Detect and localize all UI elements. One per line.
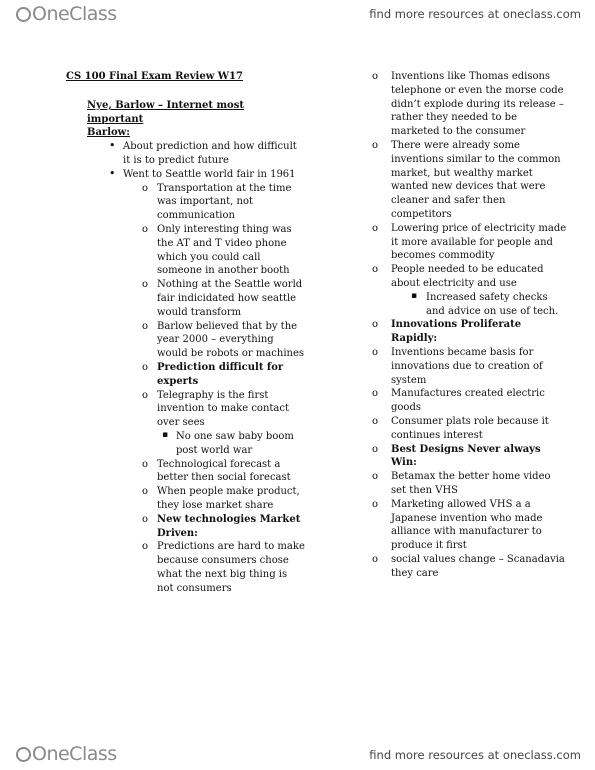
disc-bullet-icon: • [109, 139, 116, 153]
logo-text: OneClass [32, 743, 117, 765]
note-text: There were already some inventions similar to the common market, but wealthy market wanted new devices that were cleaner and safer then competitors [391, 139, 561, 220]
circle-bullet-icon: o [142, 182, 149, 194]
logo-text: OneClass [32, 3, 117, 25]
circle-bullet-icon: o [372, 388, 379, 400]
section-heading-line-3: Barlow: [87, 127, 130, 139]
logo-ring-icon [16, 747, 31, 762]
note-item [368, 387, 568, 415]
circle-bullet-icon: o [142, 361, 149, 373]
bottom-banner [0, 738, 595, 770]
note-item [66, 223, 306, 278]
right-note-list [368, 70, 568, 580]
note-text: Betamax the better home video set then VHS [391, 471, 551, 496]
header-tagline-link[interactable]: find more resources at oneclass.com [369, 7, 581, 21]
note-item [66, 168, 306, 182]
note-text: Increased safety checks and advice on use of tech. [426, 291, 559, 317]
note-item [368, 498, 568, 553]
note-item [368, 415, 568, 443]
note-text: Went to Seattle world fair in 1961 [123, 168, 296, 180]
circle-bullet-icon: o [142, 513, 149, 525]
oneclass-logo[interactable] [16, 3, 117, 25]
note-item [66, 430, 306, 458]
circle-bullet-icon: o [372, 415, 379, 427]
note-text: New technologies Market Driven: [157, 513, 301, 539]
note-item [368, 443, 568, 471]
circle-bullet-icon: o [142, 223, 149, 235]
note-text: Inventions like Thomas edisons telephone or even the morse code didn’t explode during its release – rather they needed to be marketed to the consumer [391, 71, 564, 138]
left-note-list [66, 140, 306, 595]
top-banner [0, 0, 595, 30]
note-text: Best Designs Never always Win: [391, 443, 541, 469]
note-text: Consumer plats role because it continues interest [391, 415, 549, 441]
footer-tagline-link[interactable]: find more resources at oneclass.com [369, 748, 581, 762]
note-text: Manufactures created electric goods [391, 388, 545, 414]
circle-bullet-icon: o [372, 264, 379, 276]
note-item [368, 291, 568, 319]
right-column [368, 70, 568, 580]
note-item [66, 182, 306, 223]
note-text: About prediction and how difficult it is to predict future [123, 141, 297, 166]
left-column [66, 70, 306, 595]
note-item [66, 389, 306, 430]
circle-bullet-icon: o [372, 346, 379, 358]
note-item [368, 553, 568, 581]
doc-title: CS 100 Final Exam Review W17 [66, 71, 243, 82]
note-item [66, 361, 306, 389]
circle-bullet-icon: o [142, 541, 149, 553]
note-item [66, 140, 306, 168]
disc-bullet-icon: • [109, 166, 116, 180]
note-text: Innovations Proliferate Rapidly: [391, 319, 522, 345]
note-item [66, 278, 306, 319]
circle-bullet-icon: o [372, 443, 379, 455]
note-text: Nothing at the Seattle world fair indicidated how seattle would transform [157, 279, 303, 318]
note-text: social values change – Scanadavia they care [391, 553, 565, 579]
circle-bullet-icon: o [372, 553, 379, 565]
note-item [66, 513, 306, 541]
oneclass-logo-footer[interactable] [16, 743, 117, 765]
note-text: When people make product, they lose market share [157, 486, 300, 511]
logo-ring-icon [16, 7, 31, 22]
note-text: Telegraphy is the first invention to make contact over sees [157, 389, 289, 429]
circle-bullet-icon: o [372, 71, 379, 82]
circle-bullet-icon: o [142, 320, 149, 332]
note-item [368, 318, 568, 346]
circle-bullet-icon: o [142, 279, 149, 291]
note-item [368, 70, 568, 139]
note-item [66, 458, 306, 486]
note-text: Barlow believed that by the year 2000 – everything would be robots or machines [157, 320, 305, 360]
note-item [368, 222, 568, 263]
note-item [66, 540, 306, 595]
note-item [368, 139, 568, 222]
note-text: Transportation at the time was important, not communication [157, 182, 292, 222]
circle-bullet-icon: o [372, 319, 379, 331]
circle-bullet-icon: o [372, 498, 379, 510]
circle-bullet-icon: o [372, 471, 379, 483]
note-item [368, 263, 568, 291]
note-text: Lowering price of electricity made it more available for people and becomes commodity [391, 222, 567, 262]
circle-bullet-icon: o [142, 458, 149, 470]
note-text: Inventions became basis for innovations due to creation of system [391, 346, 543, 386]
circle-bullet-icon: o [372, 222, 379, 234]
note-text: Marketing allowed VHS a a Japanese invention who made alliance with manufacturer to produce it first [391, 498, 543, 552]
note-item [66, 320, 306, 361]
note-text: Predictions are hard to make because consumers chose what the next big thing is not consumers [157, 541, 305, 594]
circle-bullet-icon: o [142, 389, 149, 401]
note-text: Prediction difficult for experts [157, 361, 284, 387]
note-text: Only interesting thing was the AT and T video phone which you could call someone in another booth [157, 223, 292, 277]
note-text: Technological forecast a better then social forecast [157, 458, 291, 484]
note-text: No one saw baby boom post world war [176, 430, 294, 456]
square-bullet-icon: ▪ [162, 429, 169, 440]
note-item [368, 470, 568, 498]
square-bullet-icon: ▪ [411, 290, 418, 301]
note-item [368, 346, 568, 387]
circle-bullet-icon: o [142, 486, 149, 498]
section-heading-line-1: Nye, Barlow – Internet most [87, 99, 244, 111]
circle-bullet-icon: o [372, 139, 379, 151]
note-item [66, 485, 306, 513]
section-heading-line-2: important [87, 113, 144, 125]
note-text: People needed to be educated about electricity and use [391, 264, 544, 289]
